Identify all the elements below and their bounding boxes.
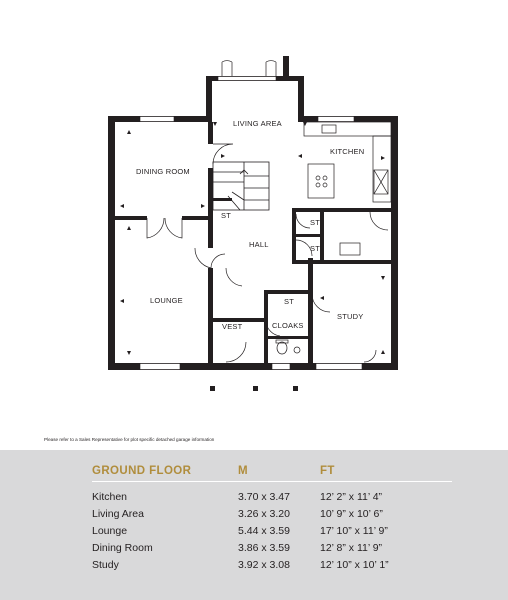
row-imperial: 17’ 10” x 11’ 9” — [320, 525, 388, 537]
header-feet: FT — [320, 465, 335, 477]
header-divider — [92, 481, 452, 482]
room-label-hall: HALL — [249, 240, 269, 249]
table-row — [0, 542, 508, 559]
row-metric: 5.44 x 3.59 — [238, 525, 290, 537]
room-label-st-upper: ST — [310, 218, 320, 227]
table-row — [0, 525, 508, 542]
room-label-living-area: LIVING AREA — [233, 119, 282, 128]
row-imperial: 10’ 9” x 10’ 6” — [320, 508, 383, 520]
room-label-study: STUDY — [337, 312, 364, 321]
outer-walls — [108, 56, 398, 370]
room-label-st-under-stairs: ST — [221, 211, 231, 220]
row-imperial: 12’ 2” x 11’ 4” — [320, 491, 383, 503]
row-imperial: 12’ 8” x 11’ 9” — [320, 542, 383, 554]
room-label-lounge: LOUNGE — [150, 296, 183, 305]
room-dimensions-table — [0, 450, 508, 600]
room-label-st-lower: ST — [284, 297, 294, 306]
table-row — [0, 491, 508, 508]
room-label-kitchen: KITCHEN — [330, 147, 365, 156]
row-room: Lounge — [92, 525, 128, 537]
row-room: Living Area — [92, 508, 144, 520]
external-posts — [210, 386, 298, 391]
staircase — [213, 162, 269, 210]
row-room: Dining Room — [92, 542, 153, 554]
table-row — [0, 508, 508, 525]
room-label-cloaks: CLOAKS — [272, 321, 304, 330]
row-metric: 3.92 x 3.08 — [238, 559, 290, 571]
row-metric: 3.70 x 3.47 — [238, 491, 290, 503]
table-row — [0, 559, 508, 576]
wc-basin — [276, 340, 300, 354]
row-room: Kitchen — [92, 491, 128, 503]
header-ground-floor: GROUND FLOOR — [92, 465, 192, 477]
row-metric: 3.86 x 3.59 — [238, 542, 290, 554]
row-room: Study — [92, 559, 119, 571]
garage-note: Please refer to a Sales Representative for plot specific detached garage information — [44, 437, 215, 442]
row-metric: 3.26 x 3.20 — [238, 508, 290, 520]
room-label-dining-room: DINING ROOM — [136, 167, 190, 176]
room-label-vest: VEST — [222, 322, 243, 331]
header-metres: M — [238, 465, 248, 477]
room-label-st-middle: ST — [310, 244, 320, 253]
row-imperial: 12’ 10” x 10’ 1” — [320, 559, 389, 571]
